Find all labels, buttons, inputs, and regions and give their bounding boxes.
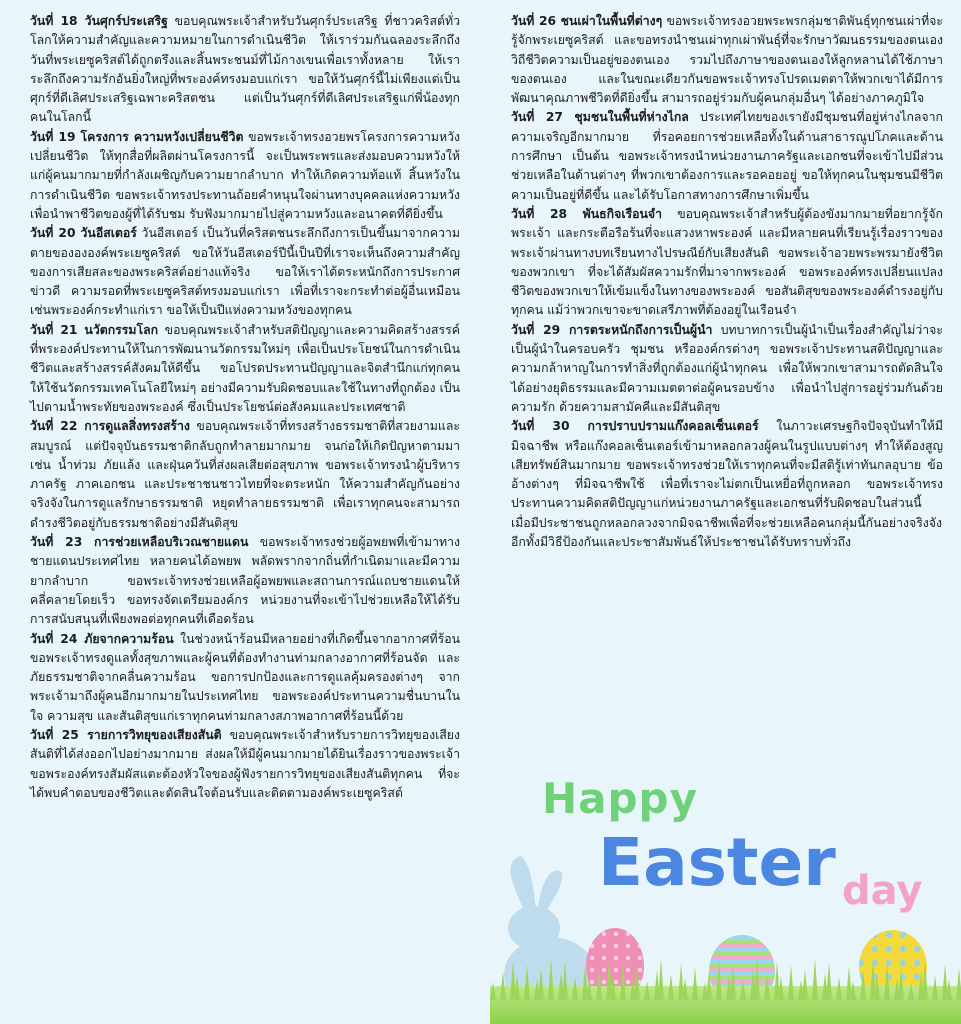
prayer-entry-19 bbox=[30, 128, 460, 224]
left-column bbox=[30, 12, 460, 803]
entry-body: ประเทศไทยของเรายังมีชุมชนที่อยู่ห่างไกลจากความเจริญอีกมากมาย ที่รอคอยการช่วยเหลือทั้งในด้านสาธารณูปโภคและด้านการศึกษา เป็นต้น ขอพระเจ้าทรงนำหน่วยงานภาครัฐและเอกชนที่จะเข้าไปมีส่วนช่วยเหลือในด้านต่างๆ ที่พวกเขาต้องการและรอคอยอยู่ ขอให้ทุกคนในชุมชนมีชีวิตความเป็นอยู่ที่ดีขึ้น และได้รับโอกาสทางการศึกษาเพิ่มขึ้น bbox=[511, 110, 943, 202]
prayer-entry-21 bbox=[30, 321, 460, 417]
prayer-entry-20 bbox=[30, 224, 460, 320]
entry-heading: วันที่ 30 การปราบปรามแก๊งคอลเซ็นเตอร์ bbox=[511, 419, 759, 434]
prayer-entry-23 bbox=[30, 533, 460, 629]
entry-body: วันอีสเตอร์ เป็นวันที่คริสตชนระลึกถึงการเป็นขึ้นมาจากความตายของององค์พระเยซูคริสต์ ขอให้วันอีสเตอร์ปีนี้เป็นปีที่เราจะเห็นถึงความสำคัญของการเสียสละของพระคริสต์อย่างแท้จริง ขอให้เราได้ตระหนักถึงการประกาศข่าวดี ความรอดที่พระเยซูคริสต์ทรงมอบแก่เรา เพื่อที่เราจะกระทำต่อผู้อื่นเหมือนเช่นพระองค์กระทำแก่เรา ขอให้เป็นปีแห่งความหวังของทุกคน bbox=[30, 226, 460, 318]
entry-heading: วันที่ 20 วันอีสเตอร์ bbox=[30, 226, 137, 241]
prayer-entry-29 bbox=[511, 321, 943, 417]
prayer-entry-18 bbox=[30, 12, 460, 128]
grass-blade bbox=[692, 967, 698, 1000]
entry-heading: วันที่ 24 ภัยจากความร้อน bbox=[30, 631, 174, 646]
prayer-entry-25 bbox=[30, 726, 460, 803]
grass-blade bbox=[956, 968, 961, 1000]
entry-body: ขอบคุณพระเจ้าสำหรับผู้ต้องขังมากมายที่อยากรู้จักพระเจ้า และกระตือรือร้นที่จะแสวงหาพระองค์ และมีหลายคนที่เรียนรู้เรื่องราวของพระเจ้าผ่านทางบทเรียนทางไปรษณีย์กับเสียงสันติ ขอพระเจ้าอวยพระพรมายังชีวิตของพวกเขา ที่จะได้สัมผัสความรักที่มาจากพระองค์ ขอพระองค์ทรงเปลี่ยนแปลงชีวิตของพวกเขาให้เข้มแข็งในทางของพระองค์ ขอสันติสุขของพระองค์ดำรงอยู่กับทุกคน แม้ว่าพวกเขาจะขาดเสรีภาพที่ต้องอยู่ในเรือนจำ bbox=[511, 206, 943, 318]
entry-heading: วันที่ 29 การตระหนักถึงการเป็นผู้นำ bbox=[511, 322, 713, 337]
entry-heading: วันที่ 18 วันศุกร์ประเสริฐ bbox=[30, 14, 168, 28]
entry-heading: วันที่ 25 รายการวิทยุของเสียงสันติ bbox=[30, 727, 222, 742]
prayer-entry-22 bbox=[30, 417, 460, 533]
entry-body: ขอบคุณพระเจ้าที่ทรงสร้างธรรมชาติที่สวยงามและสมบูรณ์ แต่ปัจจุบันธรรมชาติกลับถูกทำลายมากมาย จนก่อให้เกิดปัญหาตามมา เช่น น้ำท่วม ภัยแล้ง และฝุ่นควันที่ส่งผลเสียต่อสุขภาพ ขอพระเจ้าทรงนำผู้บริหารภาครัฐ ภาคเอกชน และประชาชนชาวไทยที่จะตระหนัก ให้ความสำคัญกันอย่างจริงจังในการดูแลรักษาธรรมชาติ หยุดทำลายธรรมชาติ เพื่อเราทุกคนจะสามารถดำรงชีวิตอยู่กับธรรมชาติอย่างมีสันติสุข bbox=[30, 419, 460, 530]
entry-heading: วันที่ 26 ชนเผ่าในพื้นที่ต่างๆ bbox=[511, 14, 663, 28]
entry-body: ขอบคุณพระเจ้าสำหรับวันศุกร์ประเสริฐ ที่ชาวคริสต์ทั่วโลกให้ความสำคัญและความหมายในการดำเนินชีวิต ให้เราร่วมกันฉลองระลึกถึงวันที่พระเยซูคริสต์ได้ถูกตรึงและสิ้นพระชนม์ที่ไม้กางเขนเพื่อเราทั้งหลาย ให้เราระลึกถึงความรักอันยิ่งใหญ่ที่พระองค์ทรงมอบแก่เรา ขอให้วันศุกร์นี้ไม่เพียงแต่เป็นศุกร์ที่ดีเลิศประเสริฐเฉพาะคริสตชน แต่เป็นวันศุกร์ที่ดีเลิศประเสริฐแก่พี่น้องทุกคนในโลกนี้ bbox=[30, 14, 461, 125]
entry-body: ในช่วงหน้าร้อนมีหลายอย่างที่เกิดขึ้นจากอากาศที่ร้อน ขอพระเจ้าทรงดูแลทั้งสุขภาพและผู้คนที่ต้องทำงานท่ามกลางอากาศที่ร้อนจัด และภัยธรรมชาติจากคลื่นความร้อน ขอการปกป้องและการดูแลคุ้มครองต่างๆ จากพระเจ้ามาถึงผู้คนอีกมากมายในประเทศไทย ขอพระองค์ประทานความชื่นบานในใจ ความสุข และสันติสุขแก่เราทุกคนท่ามกลางสภาพอากาศที่ร้อนนี้ด้วย bbox=[30, 631, 460, 723]
happy-text: Happy bbox=[542, 774, 698, 823]
entry-heading: วันที่ 28 พันธกิจเรือนจำ bbox=[511, 206, 663, 221]
entry-body: บทบาทการเป็นผู้นำเป็นเรื่องสำคัญไม่ว่าจะเป็นผู้นำในครอบครัว ชุมชน หรือองค์กรต่างๆ ขอพระเจ้าประทานสติปัญญาและความกล้าหาญในการทำสิ่งที่ถูกต้องแก่ผู้นำทุกคน เพื่อให้พวกเขาสามารถตัดสินใจได้อย่างยุติธรรมและมีความเมตตาต่อผู้คนรอบข้าง เพื่อนำไปสู่การอยู่ร่วมกันด้วยความรัก ด้วยความสามัคคีและมีสันติสุข bbox=[511, 322, 943, 414]
entry-heading: วันที่ 23 การช่วยเหลือบริเวณชายแดน bbox=[30, 535, 249, 550]
grass-blade bbox=[826, 962, 832, 1000]
entry-heading: วันที่ 27 ชุมชนในพื้นที่ห่างไกล bbox=[511, 110, 689, 125]
right-column bbox=[511, 12, 943, 552]
entry-heading: วันที่ 21 นวัตกรรมโลก bbox=[30, 322, 159, 337]
entry-heading: วันที่ 22 การดูแลสิ่งทรงสร้าง bbox=[30, 419, 190, 434]
entry-heading: วันที่ 19 โครงการ ความหวังเปลี่ยนชีวิต bbox=[30, 129, 244, 144]
prayer-entry-24 bbox=[30, 630, 460, 726]
easter-illustration bbox=[490, 760, 961, 1024]
grass-blade bbox=[788, 965, 794, 1000]
grass-blade bbox=[812, 958, 818, 1000]
prayer-entry-30 bbox=[511, 417, 943, 552]
entry-body: ขอพระเจ้าทรงอวยพระพรกลุ่มชาติพันธุ์ทุกชนเผ่าที่จะรู้จักพระเยซูคริสต์ และขอทรงนำชนเผ่าทุกเผ่าพันธุ์ที่จะรักษาวัฒนธรรมของตนเอง วิถีชีวิตความเป็นอยู่ของตนเอง รวมไปถึงภาษาของตนเองให้ลูกหลานได้ใช้ภาษาของตนเอง และในขณะเดียวกันขอพระเจ้าทรงโปรดเมตตาให้พวกเขาได้มีการพัฒนาคุณภาพชีวิตที่ดียิ่งขึ้น สามารถอยู่ร่วมกับผู้คนกลุ่มอื่นๆ ได้อย่างภาคภูมิใจ bbox=[511, 14, 943, 106]
entry-body: ในภาวะเศรษฐกิจปัจจุบันทำให้มีมิจฉาชีพ หรือแก๊งคอลเซ็นเตอร์เข้ามาหลอกลวงผู้คนในรูปแบบต่างๆ ทำให้ต้องสูญเสียทรัพย์สินมากมาย ขอพระเจ้าทรงช่วยให้เราทุกคนที่จะมีสติรู้เท่าทันกลอุบาย ข้ออ้างต่างๆ ที่มิจฉาชีพใช้ เพื่อที่เราจะไม่ตกเป็นเหยื่อที่ถูกหลอก ขอพระเจ้าทรงประทานความคิดสติปัญญาแก่หน่วยงานภาครัฐและเอกชนที่รับผิดชอบในส่วนนี้ เมื่อมีประชาชนถูกหลอกลวงจากมิจฉาชีพเพื่อที่จะช่วยเหลือคนกลุ่มนี้กันอย่างจริงจัง อีกทั้งมีวิธีป้องกันและประชาสัมพันธ์ให้ประชาชนได้รับทราบทั่วถึง bbox=[511, 419, 944, 550]
grass-blade bbox=[802, 969, 808, 1000]
prayer-entry-27 bbox=[511, 108, 943, 204]
entry-body: ขอบคุณพระเจ้าสำหรับสติปัญญาและความคิดสร้างสรรค์ที่พระองค์ประทานให้ในการพัฒนานวัตกรรมใหม่ๆ เพื่อเป็นประโยชน์ในการดำเนินชีวิตและสร้างสรรค์สังคมให้ดีขึ้น ขอโปรดประทานปัญญาและจิตสำนึกแก่ทุกคน ให้ใช้นวัตกรรมเทคโนโลยีใหม่ๆ อย่างมีความรับผิดชอบและใช้ในทางที่ถูกต้อง เป็นไปตามน้ำพระทัยของพระองค์ ซึ่งเป็นประโยชน์ต่อสังคมและประเทศชาติ bbox=[30, 322, 460, 414]
easter-text: Easter bbox=[598, 824, 836, 901]
day-text: day bbox=[842, 868, 923, 914]
prayer-entry-26 bbox=[511, 12, 943, 108]
entry-body: ขอบคุณพระเจ้าสำหรับรายการวิทยุของเสียงสันติที่ได้ส่งออกไปอย่างมากมาย ส่งผลให้มีผู้คนมากมายได้ยินเรื่องราวของพระเจ้า ขอพระองค์ทรงสัมผัสแตะต้องหัวใจของผู้ฟังรายการวิทยุของเสียงสันติทุกคน ที่จะได้พบคำตอบของชีวิตและตัดสินใจต้อนรับและติดตามองค์พระเยซูคริสต์ bbox=[30, 727, 461, 800]
entry-body: ขอพระเจ้าทรงอวยพรโครงการความหวังเปลี่ยนชีวิต ให้ทุกสื่อที่ผลิตผ่านโครงการนี้ จะเป็นพระพรและส่งมอบความหวังให้แก่ผู้คนมากมายที่กำลังเผชิญกับความยากลำบาก ทำให้เกิดความท้อแท้ สิ้นหวังในการดำเนินชีวิต ขอพระเจ้าทรงประทานถ้อยคำหนุนใจผ่านทางบุคคลแห่งความหวัง เพื่อนำพาชีวิตของผู้ที่ได้รับชม รับฟังมากมายไปสู่ความหวังและอนาคตที่ดียิ่งขึ้น bbox=[30, 129, 460, 221]
grass-blade bbox=[658, 959, 664, 1000]
entry-body: ขอพระเจ้าทรงช่วยผู้อพยพที่เข้ามาทางชายแดนประเทศไทย หลายคนได้อพยพ พลัดพรากจากถิ่นที่กำเนิดมาและมีความยากลำบาก ขอพระเจ้าทรงช่วยเหลือผู้อพยพและสถานการณ์แถบชายแดนให้คลี่คลายโดยเร็ว ขอทรงจัดเตรียมองค์กร หน่วยงานที่จะเข้าไปช่วยเหลือให้ได้รับการสนับสนุนที่เพียงพอต่อทุกคนที่เดือดร้อน bbox=[30, 535, 460, 627]
prayer-entry-28 bbox=[511, 205, 943, 321]
